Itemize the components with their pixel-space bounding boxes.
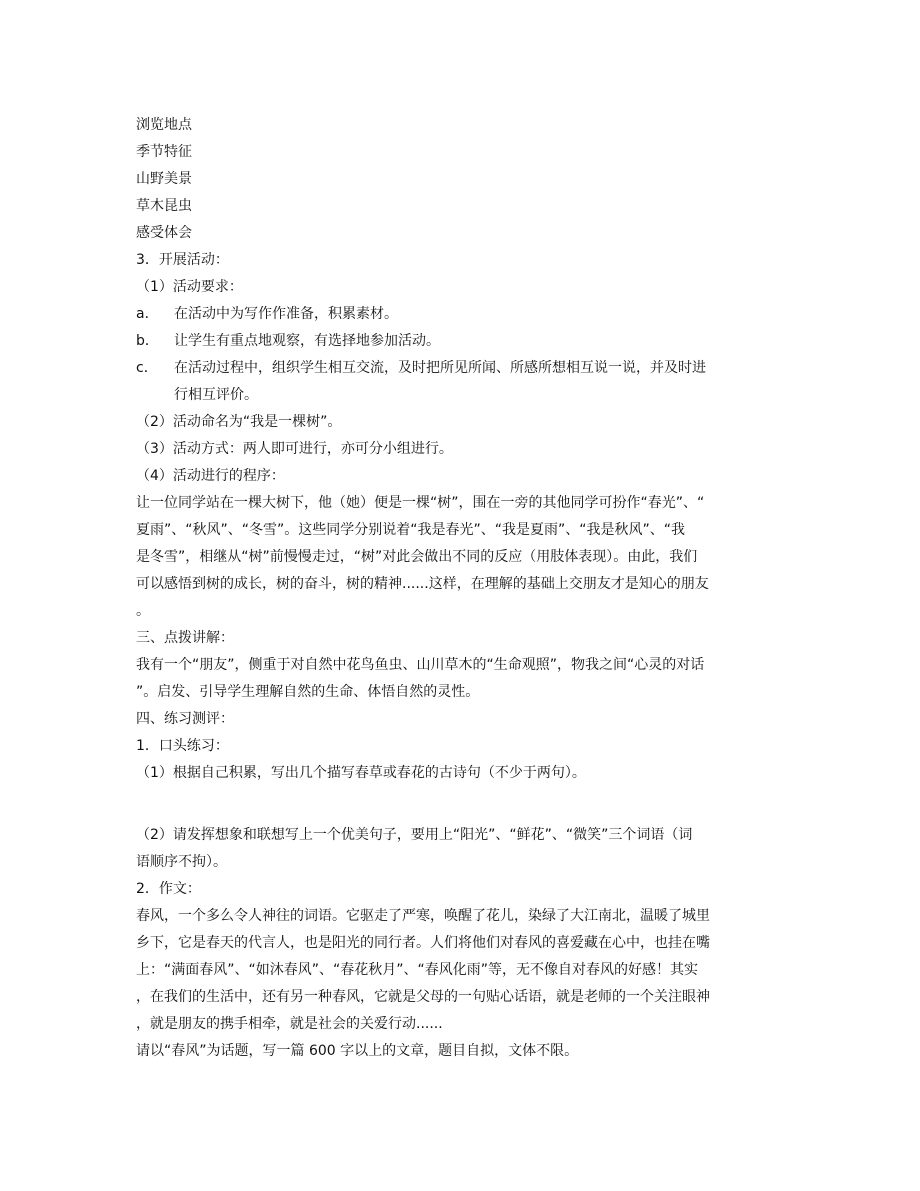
requirement-c-label: c．: [136, 360, 158, 376]
requirement-a: [136, 304, 796, 324]
step3-heading: 3．开展活动：: [136, 252, 229, 268]
section4-heading: 四、练习测评：: [136, 711, 234, 727]
requirements-heading: （1）活动要求：: [136, 279, 243, 295]
procedure-line: 是冬雪”，相继从“树”前慢慢走过，“树”对此会做出不同的反应（用肢体表现）。由此，我们: [136, 549, 698, 565]
essay-line: 乡下，它是春天的代言人，也是阳光的同行者。人们将他们对春风的喜爱藏在心中，也挂在嘴: [136, 935, 710, 951]
list-item-scenery: 山野美景: [136, 171, 192, 187]
section3-line: ”。启发、引导学生理解自然的生命、体悟自然的灵性。: [136, 684, 480, 700]
requirement-c: [136, 358, 796, 378]
oral-practice-1: （1）根据自己积累，写出几个描写春草或春花的古诗句（不少于两句）。: [136, 765, 586, 781]
requirement-a-label: a．: [136, 306, 159, 322]
list-item-season: 季节特征: [136, 144, 192, 160]
procedure-heading: （4）活动进行的程序：: [136, 468, 285, 484]
essay-instruction: 请以“春风”为话题，写一篇 600 字以上的文章，题目自拟，文体不限。: [136, 1043, 579, 1059]
requirement-c-text: 在活动过程中，组织学生相互交流，及时把所见所闻、所感所想相互说一说，并及时进: [174, 360, 706, 376]
activity-method: （3）活动方式：两人即可进行，亦可分小组进行。: [136, 441, 453, 457]
essay-line: ，在我们的生活中，还有另一种春风，它就是父母的一句贴心话语，就是老师的一个关注眼神: [136, 989, 710, 1005]
oral-practice-2-continued: 语顺序不拘）。: [136, 854, 227, 870]
section3-heading: 三、点拨讲解：: [136, 630, 234, 646]
list-item-feelings: 感受体会: [136, 225, 192, 241]
essay-line: 春风，一个多么令人神往的词语。它驱走了严寒，唤醒了花儿，染绿了大江南北，温暖了城里: [136, 908, 710, 924]
procedure-line: 。: [136, 603, 150, 619]
procedure-line: 夏雨”、“秋风”、“冬雪”。这些同学分别说着“我是春光”、“我是夏雨”、“我是秋风”、“我: [136, 522, 686, 538]
essay-line: 上：“满面春风”、“如沐春风”、“春花秋月”、“春风化雨”等，无不像自对春风的好感！其实: [136, 962, 699, 978]
essay-heading: 2．作文：: [136, 881, 201, 897]
requirement-b: [136, 331, 796, 351]
procedure-line: 可以感悟到树的成长，树的奋斗，树的精神......这样，在理解的基础上交朋友才是知心的朋友: [136, 576, 709, 592]
requirement-c-continued: 行相互评价。: [174, 387, 258, 403]
section3-line: 我有一个“朋友”，侧重于对自然中花鸟鱼虫、山川草木的“生命观照”，物我之间“心灵的对话: [136, 657, 705, 673]
oral-practice-heading: 1．口头练习：: [136, 738, 229, 754]
oral-practice-2: （2）请发挥想象和联想写上一个优美句子，要用上“阳光”、“鲜花”、“微笑”三个词语（词: [136, 827, 693, 843]
requirement-b-text: 让学生有重点地观察，有选择地参加活动。: [174, 333, 440, 349]
essay-line: ，就是朋友的携手相牵，就是社会的关爱行动......: [136, 1016, 443, 1032]
procedure-line: 让一位同学站在一棵大树下，他（她）便是一棵“树”，围在一旁的其他同学可扮作“春光”、“: [136, 495, 705, 511]
list-item-plants-insects: 草木昆虫: [136, 198, 192, 214]
activity-naming: （2）活动命名为“我是一棵树”。: [136, 414, 342, 430]
requirement-b-label: b．: [136, 333, 159, 349]
requirement-a-text: 在活动中为写作作准备，积累素材。: [174, 306, 398, 322]
list-item-location: 浏览地点: [136, 117, 192, 133]
